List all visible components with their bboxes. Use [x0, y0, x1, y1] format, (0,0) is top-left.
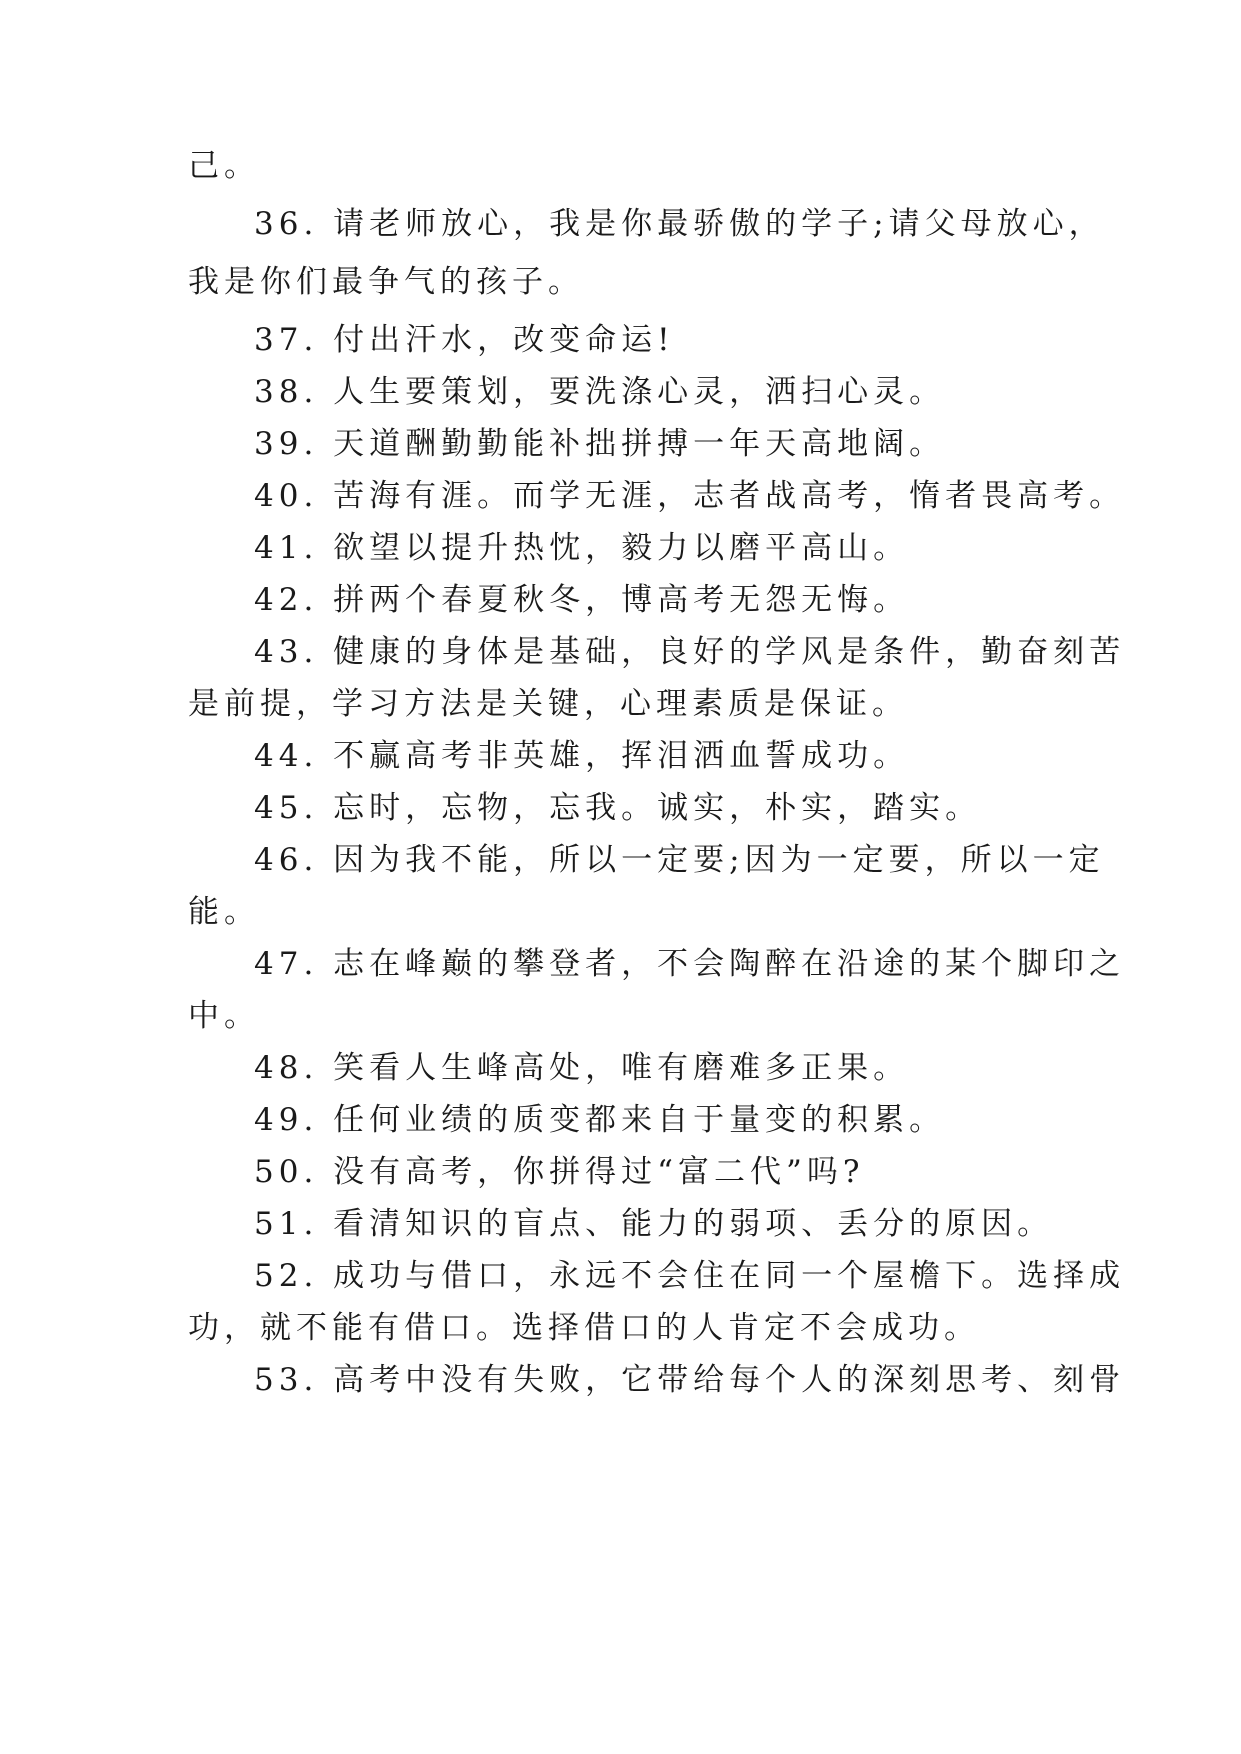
text-line: 40. 苦海有涯。而学无涯，志者战高考，惰者畏高考。	[254, 478, 1126, 514]
text-line: 己。	[188, 148, 260, 184]
text-line: 47. 志在峰巅的攀登者，不会陶醉在沿途的某个脚印之	[254, 946, 1126, 982]
text-line: 38. 人生要策划，要洗涤心灵，洒扫心灵。	[254, 374, 946, 410]
text-line: 能。	[188, 894, 260, 930]
text-line: 43. 健康的身体是基础，良好的学风是条件，勤奋刻苦	[254, 634, 1126, 670]
text-line: 37. 付出汗水，改变命运!	[254, 322, 675, 358]
text-line: 48. 笑看人生峰高处，唯有磨难多正果。	[254, 1050, 910, 1086]
text-line: 45. 忘时，忘物，忘我。诚实，朴实，踏实。	[254, 790, 982, 826]
text-line: 52. 成功与借口，永远不会住在同一个屋檐下。选择成	[254, 1258, 1126, 1294]
text-line: 50. 没有高考，你拼得过“富二代”吗?	[254, 1154, 865, 1190]
text-line: 46. 因为我不能，所以一定要;因为一定要，所以一定	[254, 842, 1105, 878]
text-line: 中。	[188, 998, 260, 1034]
text-line: 36. 请老师放心，我是你最骄傲的学子;请父母放心，	[254, 206, 1105, 242]
text-line: 44. 不赢高考非英雄，挥泪洒血誓成功。	[254, 738, 910, 774]
text-line: 53. 高考中没有失败，它带给每个人的深刻思考、刻骨	[254, 1362, 1126, 1398]
text-line: 41. 欲望以提升热忱，毅力以磨平高山。	[254, 530, 910, 566]
text-line: 42. 拼两个春夏秋冬，博高考无怨无悔。	[254, 582, 910, 618]
text-line: 是前提，学习方法是关键，心理素质是保证。	[188, 686, 908, 722]
text-line: 49. 任何业绩的质变都来自于量变的积累。	[254, 1102, 946, 1138]
text-line: 51. 看清知识的盲点、能力的弱项、丢分的原因。	[254, 1206, 1054, 1242]
text-line: 39. 天道酬勤勤能补拙拼搏一年天高地阔。	[254, 426, 946, 462]
text-line: 我是你们最争气的孩子。	[188, 264, 584, 300]
text-line: 功，就不能有借口。选择借口的人肯定不会成功。	[188, 1310, 980, 1346]
